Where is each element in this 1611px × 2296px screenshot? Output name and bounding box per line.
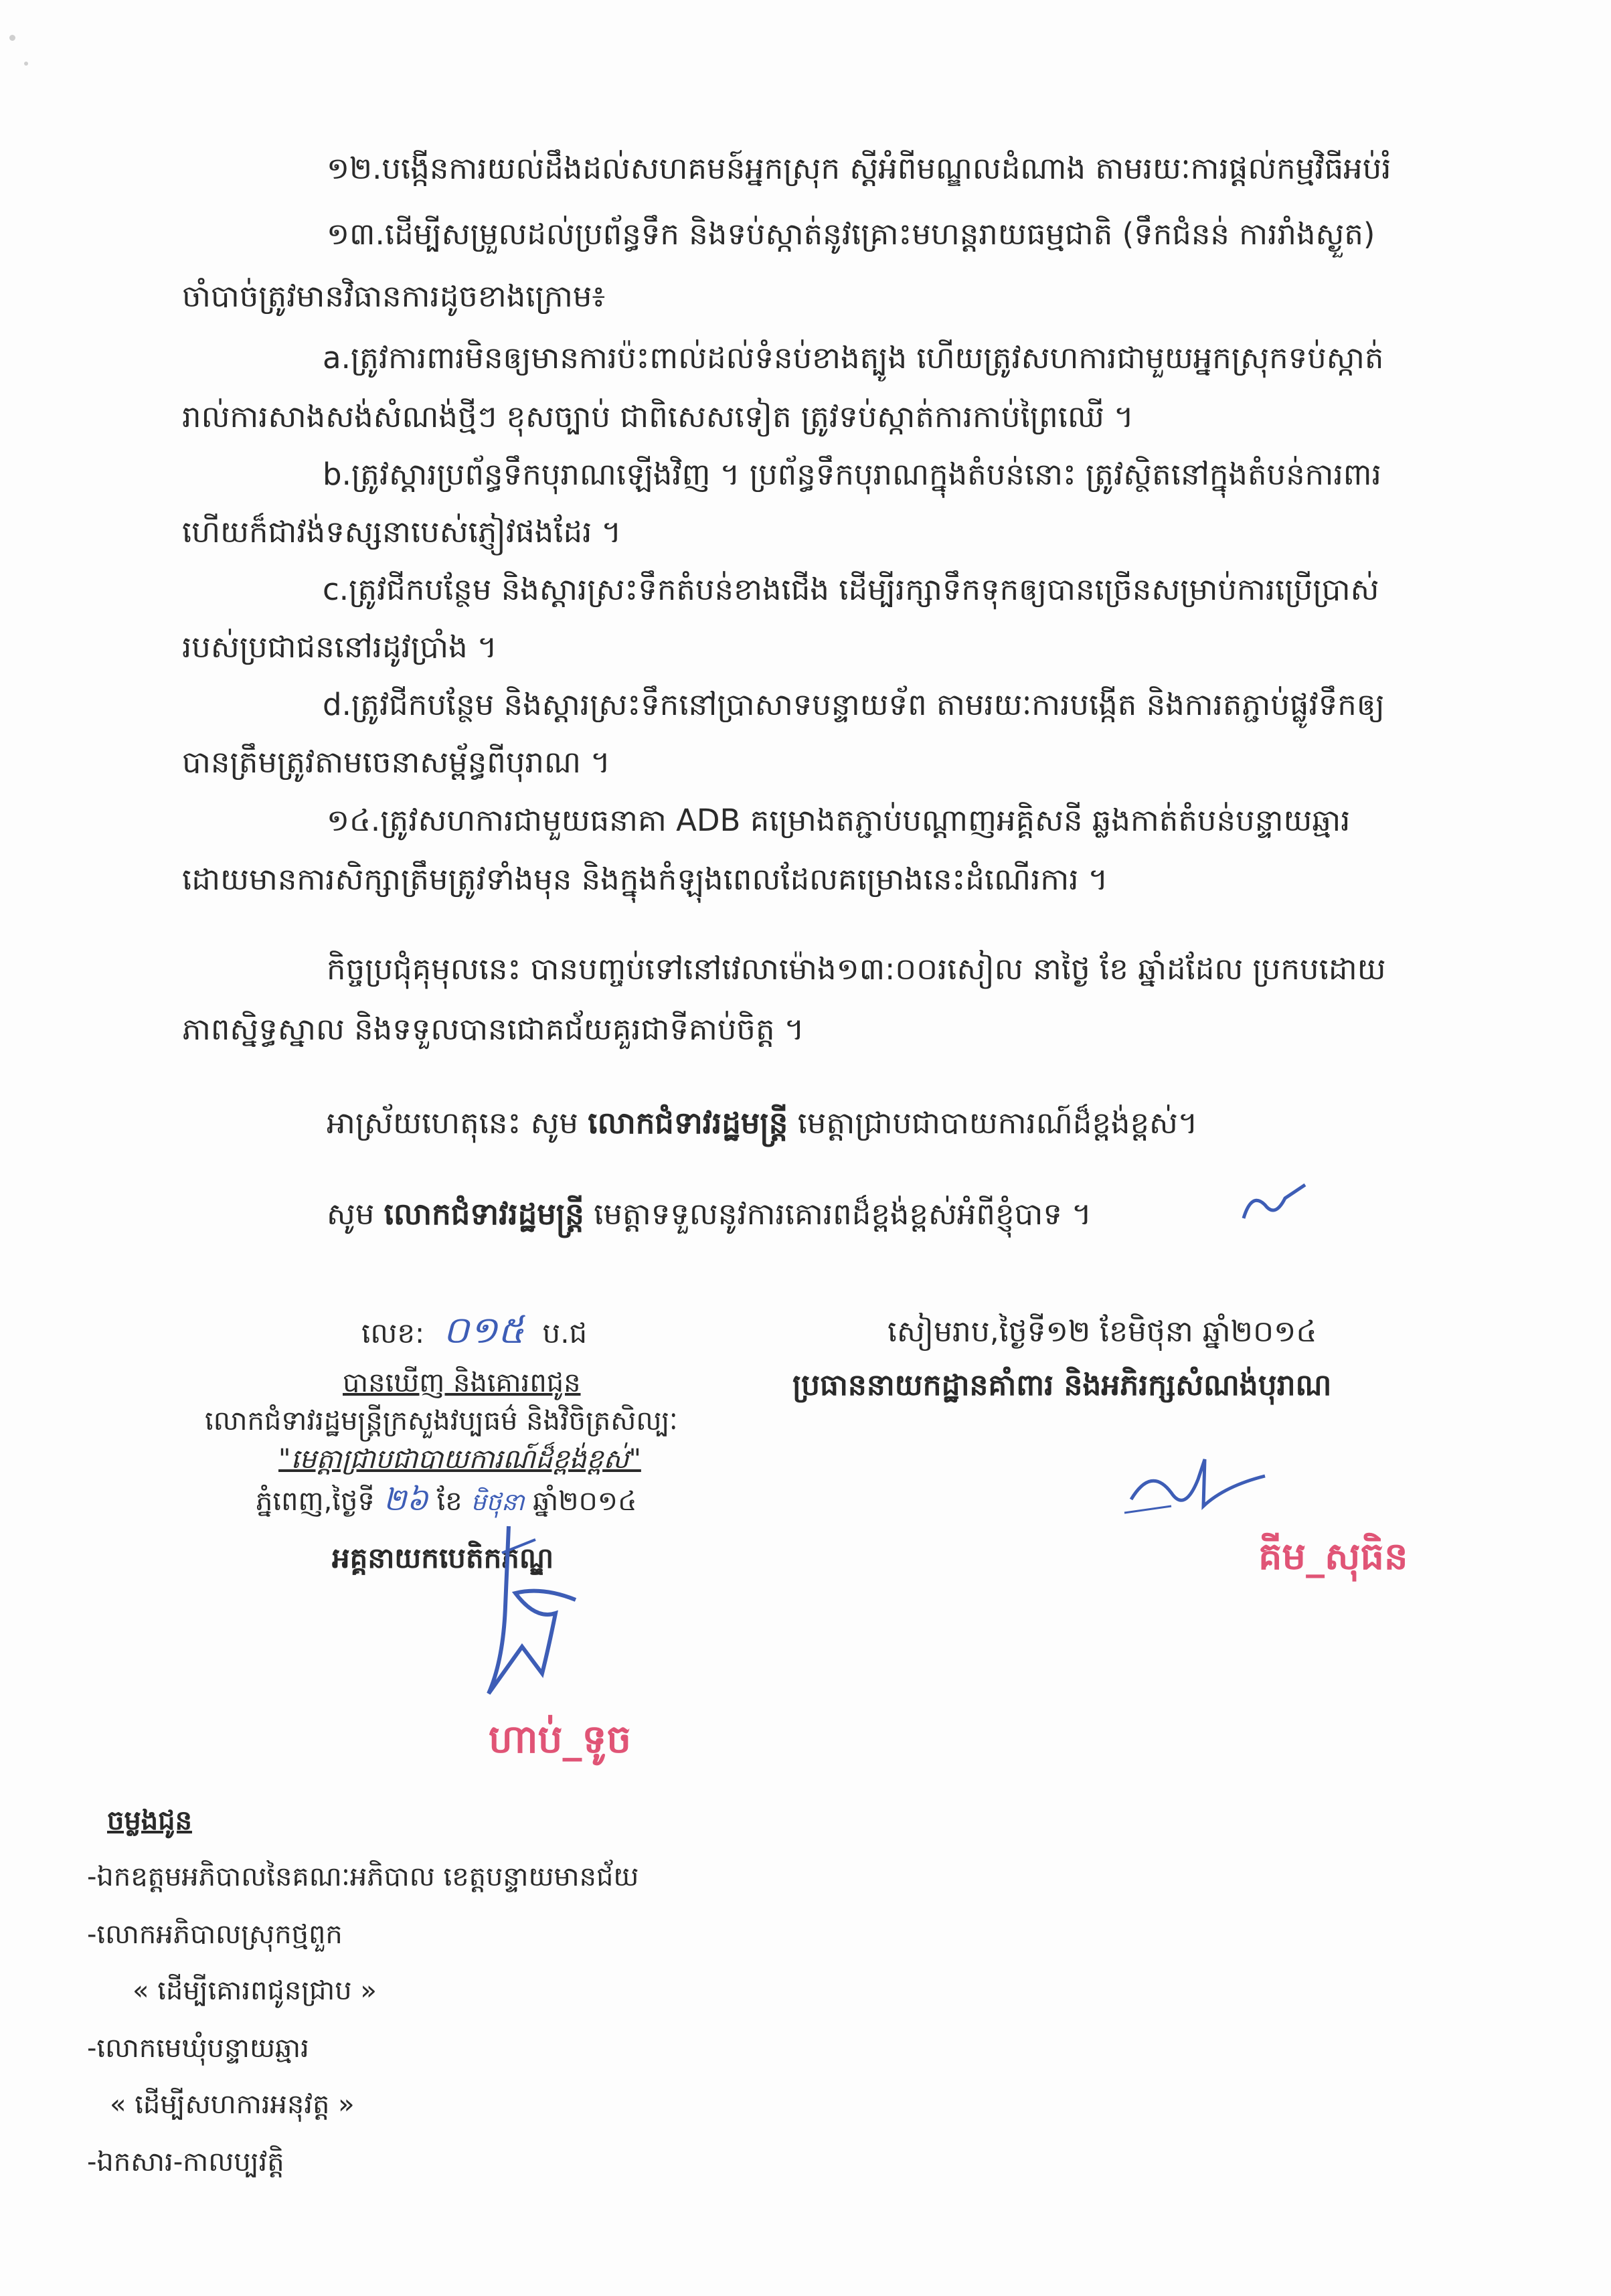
item-d-line2: បានត្រឹមត្រូវតាមចេនាសម្ព័ន្ធពីបុរាណ ។ — [182, 744, 610, 780]
cc-heading: ចម្លងជូន — [107, 1805, 192, 1836]
department-head-name: គីម_សុធិន — [1258, 1535, 1408, 1578]
punch-hole — [24, 62, 28, 66]
approval-quote: "មេត្តាជ្រាបជាបាយការណ៍ដ៏ខ្ពង់ខ្ពស់" — [278, 1444, 641, 1475]
department-head-signature — [1111, 1439, 1272, 1540]
department-head-title: ប្រធាននាយកដ្ឋានគាំពារ និងអភិរក្សសំណង់បុរាណ — [792, 1368, 1332, 1402]
initial-mark-icon — [1238, 1178, 1312, 1232]
item-c-line1: c.ត្រូវជីកបន្ថែម និងស្ដារស្រះទឹកតំបន់ខាងជើង ដើម្បីរក្សាទឹកទុកឲ្យបានច្រើនសម្រាប់ការប្រើប្រាស់ — [323, 572, 1379, 607]
reference-number-label: លេខ: — [361, 1317, 425, 1349]
cc-line-district-governor: -លោកអភិបាលស្រុកថ្មពួក — [87, 1919, 343, 1950]
request-suffix: មេត្តាជ្រាបជាបាយការណ៍ដ៏ខ្ពង់ខ្ពស់។ — [788, 1105, 1198, 1141]
cc-line-commune-chief: -លោកមេឃុំបន្ទាយឆ្មារ — [87, 2033, 309, 2064]
request-prefix: អាស្រ័យហេតុនេះ សូម — [327, 1105, 588, 1141]
approval-date-day: ២៦ — [383, 1481, 428, 1518]
item-13-line1: ១៣.ដើម្បីសម្រួលដល់ប្រព័ន្ធទឹក និងទប់ស្កាត់នូវគ្រោះមហន្តរាយធម្មជាតិ (ទឹកជំនន់ ការរាំងស្ងួត) — [327, 216, 1375, 252]
director-general-title: អគ្គនាយកបេតិកភណ្ឌ — [332, 1542, 554, 1574]
director-general-name: ហាប់_ទូច — [489, 1716, 632, 1762]
item-12: ១២.បង្កើនការយល់ដឹងដល់សហគមន៍អ្នកស្រុក ស្ដីអំពីមណ្ឌលដំណាង តាមរយៈការផ្ដល់កម្មវិធីអប់រំ — [327, 151, 1391, 186]
cc-line-for-cooperation: « ដើម្បីសហការអនុវត្ត » — [110, 2089, 355, 2120]
minister-title: លោកជំទាវរដ្ឋមន្ត្រីក្រសួងវប្បធម៌ និងវិចិត្រសិល្បៈ — [205, 1406, 678, 1437]
respect-suffix: មេត្តាទទួលនូវការគោរពដ៏ខ្ពង់ខ្ពស់អំពីខ្ញុំបាទ ។ — [584, 1196, 1092, 1232]
closing-line1: កិច្ចប្រជុំគុមុលនេះ បានបញ្ចប់ទៅនៅវេលាម៉ោង១៣:០០រសៀល នាថ្ងៃ ខែ ឆ្នាំដដែល ប្រកបដោយ — [327, 951, 1386, 987]
item-a-line1: a.ត្រូវការពារមិនឲ្យមានការប៉ះពាល់ដល់ទំនប់ខាងត្បូង ហើយត្រូវសហការជាមួយអ្នកស្រុកទប់ស្កាត់ — [323, 340, 1384, 376]
director-general-signature — [442, 1513, 589, 1714]
respect-prefix: សូម — [327, 1196, 384, 1232]
cc-line-for-information: « ដើម្បីគោរពជូនជ្រាប » — [133, 1975, 377, 2006]
item-b-line2: ហើយក៏ជាវង់ទស្សនាបេស់ភ្ញៀវផងដែរ ។ — [182, 514, 622, 550]
reference-number-value: ០១៥ — [442, 1309, 525, 1352]
reference-number-suffix: ប.ជ — [542, 1317, 588, 1349]
approval-date-month: មិថុនា — [471, 1489, 525, 1516]
approval-date-month-label: ខែ — [436, 1486, 462, 1517]
closing-line2: ភាពស្និទ្ធស្នាល និងទទួលបានជោគជ័យគួរជាទីគាប់ចិត្ត ។ — [182, 1011, 804, 1047]
reference-number-line — [361, 1311, 587, 1354]
report-date: សៀមរាប,ថ្ងៃទី១២ ខែមិថុនា ឆ្នាំ២០១៤ — [887, 1315, 1317, 1349]
item-c-line2: របស់ប្រជាជននៅរដូវប្រាំង ។ — [182, 629, 497, 665]
request-line — [327, 1103, 1198, 1143]
request-addressee: លោកជំទាវរដ្ឋមន្ត្រី — [588, 1105, 788, 1141]
punch-hole — [9, 35, 15, 41]
item-13-line2: ចាំបាច់ត្រូវមានវិធានការដូចខាងក្រោម៖ — [182, 278, 606, 314]
item-d-line1: d.ត្រូវជីកបន្ថែម និងស្ដារស្រះទឹកនៅប្រាសាទបន្ទាយទ័ព តាមរយៈការបង្កើត និងការតភ្ជាប់ផ្លូវទឹកឲ្យ — [323, 687, 1385, 722]
item-a-line2: រាល់ការសាងសង់សំណង់ថ្មីៗ ខុសច្បាប់ ជាពិសេសទៀត ត្រូវទប់ស្កាត់ការកាប់ព្រៃឈើ ។ — [182, 399, 1134, 434]
item-b-line1: b.ត្រូវស្ដារប្រព័ន្ធទឹកបុរាណឡើងវិញ ។ ប្រព័ន្ធទឹកបុរាណក្នុងតំបន់នោះ ត្រូវស្ថិតនៅក្នុងតំបន់ការពារ — [323, 457, 1381, 492]
cc-line-archive: -ឯកសារ-កាលប្បវត្តិ — [87, 2147, 284, 2178]
cc-line-governor: -ឯកឧត្ដមអភិបាលនៃគណៈអភិបាល ខេត្តបន្ទាយមានជ័យ — [87, 1862, 639, 1892]
item-14-line2: ដោយមានការសិក្សាត្រឹមត្រូវទាំងមុន និងក្នុងកំឡុងពេលដែលគម្រោងនេះដំណើរការ ។ — [182, 862, 1108, 897]
respect-addressee: លោកជំទាវរដ្ឋមន្ត្រី — [384, 1196, 584, 1232]
respect-line — [327, 1194, 1092, 1234]
approval-date-prefix: ភ្នំពេញ,ថ្ងៃទី — [256, 1486, 375, 1517]
item-14-line1: ១៤.ត្រូវសហការជាមួយធនាគា ADB គម្រោងតភ្ជាប់បណ្ដាញអគ្គិសនី ឆ្លងកាត់តំបន់បន្ទាយឆ្មារ — [327, 803, 1351, 838]
approval-date-year: ឆ្នាំ២០១៤ — [533, 1486, 637, 1517]
seen-and-respected: បានឃើញ និងគោរពជូន — [343, 1368, 581, 1398]
